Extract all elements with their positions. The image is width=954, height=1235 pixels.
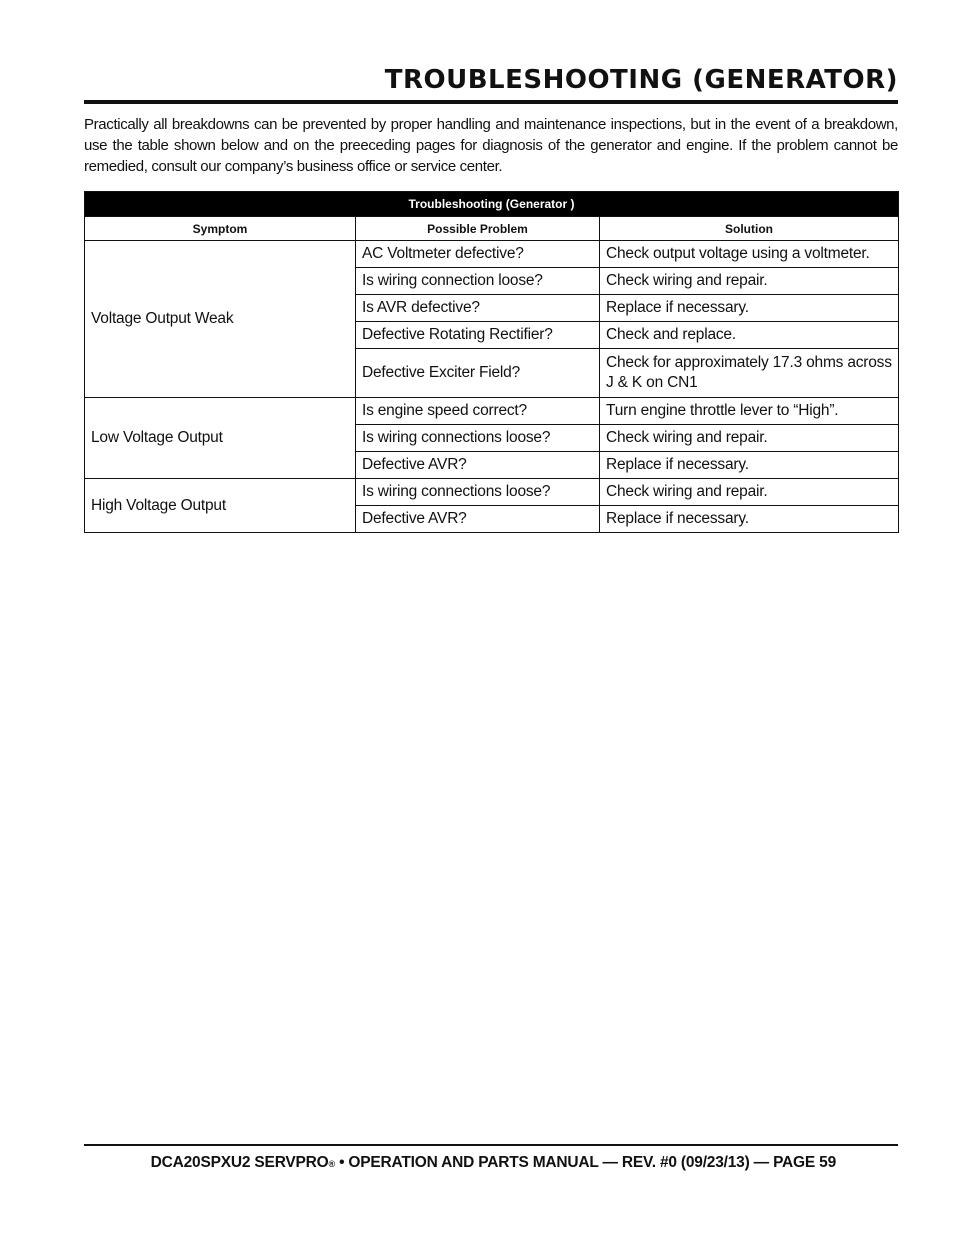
registered-mark: ®: [328, 1159, 335, 1169]
table-caption: Troubleshooting (Generator ): [85, 192, 899, 217]
problem-cell: Defective Exciter Field?: [356, 349, 600, 398]
page-title: TROUBLESHOOTING (GENERATOR): [384, 65, 898, 95]
solution-cell: Replace if necessary.: [600, 452, 899, 479]
header-symptom: Symptom: [85, 217, 356, 241]
symptom-cell: Low Voltage Output: [85, 398, 356, 479]
table-row: [85, 241, 899, 268]
solution-cell: Check for approximately 17.3 ohms across J & K on CN1: [600, 349, 899, 398]
page-footer: [84, 1152, 898, 1174]
problem-cell: Is wiring connections loose?: [356, 479, 600, 506]
solution-cell: Replace if necessary.: [600, 506, 899, 533]
solution-cell: Check output voltage using a voltmeter.: [600, 241, 899, 268]
table-row: [85, 398, 899, 425]
problem-cell: Is wiring connections loose?: [356, 425, 600, 452]
problem-cell: Is wiring connection loose?: [356, 268, 600, 295]
solution-cell: Check wiring and repair.: [600, 268, 899, 295]
problem-cell: Is AVR defective?: [356, 295, 600, 322]
problem-cell: Defective Rotating Rectifier?: [356, 322, 600, 349]
problem-cell: AC Voltmeter defective?: [356, 241, 600, 268]
footer-rule: [84, 1144, 898, 1146]
symptom-cell: Voltage Output Weak: [85, 241, 356, 398]
table-row: [85, 479, 899, 506]
footer-manual-info: • OPERATION AND PARTS MANUAL — REV. #0 (09/23/13) — PAGE 59: [334, 1154, 836, 1171]
solution-cell: Check and replace.: [600, 322, 899, 349]
symptom-cell: High Voltage Output: [85, 479, 356, 533]
solution-cell: Check wiring and repair.: [600, 425, 899, 452]
table-header-row: [85, 217, 899, 241]
problem-cell: Is engine speed correct?: [356, 398, 600, 425]
troubleshooting-table: [84, 191, 899, 533]
title-rule: [84, 100, 898, 104]
header-solution: Solution: [600, 217, 899, 241]
footer-model: DCA20SPXU2 SERVPRO: [150, 1154, 329, 1171]
solution-cell: Check wiring and repair.: [600, 479, 899, 506]
table-caption-row: [85, 192, 899, 217]
solution-cell: Replace if necessary.: [600, 295, 899, 322]
problem-cell: Defective AVR?: [356, 506, 600, 533]
intro-paragraph: Practically all breakdowns can be prevented by proper handling and maintenance inspections, but in the event of a breakdown, use the table shown below and on the preeceding pages for diagnosis of the generator and engine. If the problem cannot be remedied, consult our company’s business office or service center.: [84, 116, 898, 175]
problem-cell: Defective AVR?: [356, 452, 600, 479]
header-possible-problem: Possible Problem: [356, 217, 600, 241]
solution-cell: Turn engine throttle lever to “High”.: [600, 398, 899, 425]
